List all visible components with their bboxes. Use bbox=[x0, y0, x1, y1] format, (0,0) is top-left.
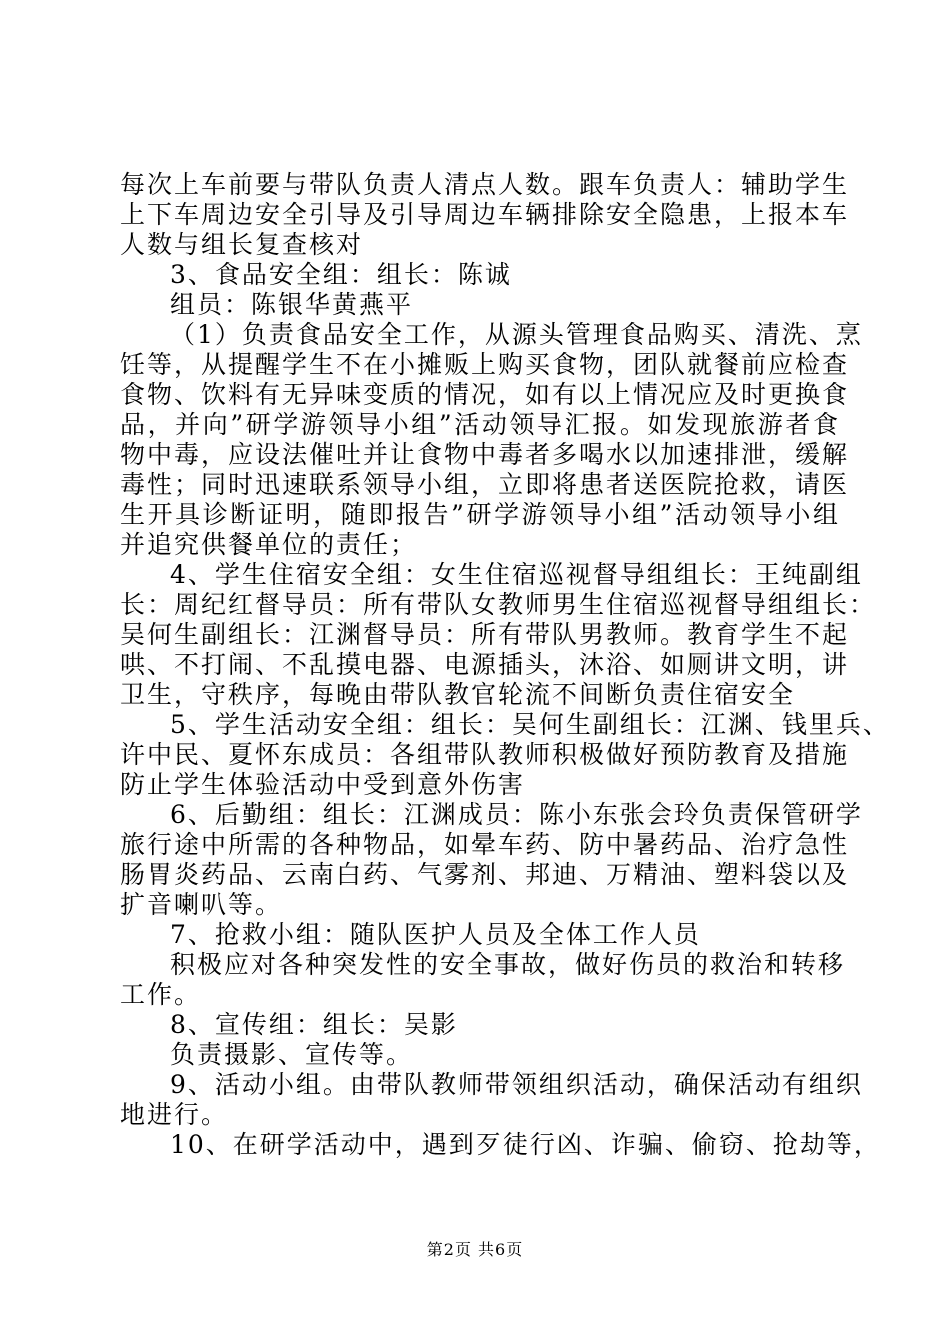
text-line: 防止学生体验活动中受到意外伤害 bbox=[120, 770, 526, 799]
text-line: （1）负责食品安全工作，从源头管理食品购买、清洗、烹 bbox=[170, 320, 863, 349]
text-line: 组员：陈银华黄燕平 bbox=[170, 290, 414, 319]
text-line: 9、活动小组。由带队教师带领组织活动，确保活动有组织 bbox=[170, 1070, 863, 1099]
text-line: 并追究供餐单位的责任； bbox=[120, 530, 418, 559]
text-line: 每次上车前要与带队负责人清点人数。跟车负责人：辅助学生 bbox=[120, 170, 850, 199]
text-line: 长：周纪红督导员：所有带队女教师男生住宿巡视督导组组长： bbox=[120, 590, 877, 619]
document-body bbox=[120, 170, 890, 1160]
text-line: 4、学生住宿安全组：女生住宿巡视督导组组长：王纯副组 bbox=[170, 560, 863, 589]
text-line: 许中民、夏怀东成员：各组带队教师积极做好预防教育及措施 bbox=[120, 740, 850, 769]
text-line: 负责摄影、宣传等。 bbox=[170, 1040, 414, 1069]
text-line: 哄、不打闹、不乱摸电器、电源插头，沐浴、如厕讲文明，讲 bbox=[120, 650, 850, 679]
text-line: 10、在研学活动中，遇到歹徒行凶、诈骗、偷窃、抢劫等， bbox=[170, 1130, 881, 1159]
text-line: 3、食品安全组：组长：陈诚 bbox=[170, 260, 512, 289]
text-line: 旅行途中所需的各种物品，如晕车药、防中暑药品、治疗急性 bbox=[120, 830, 850, 859]
text-line: 卫生，守秩序，每晚由带队教官轮流不间断负责住宿安全 bbox=[120, 680, 796, 709]
text-line: 品，并向”研学游领导小组”活动领导汇报。如发现旅游者食 bbox=[120, 410, 840, 439]
text-line: 肠胃炎药品、云南白药、气雾剂、邦迪、万精油、塑料袋以及 bbox=[120, 860, 850, 889]
text-line: 扩音喇叭等。 bbox=[120, 890, 283, 919]
text-line: 工作。 bbox=[120, 980, 202, 1009]
text-line: 6、后勤组：组长：江渊成员：陈小东张会玲负责保管研学 bbox=[170, 800, 863, 829]
text-line: 5、学生活动安全组：组长：吴何生副组长：江渊、钱里兵、 bbox=[170, 710, 890, 739]
text-line: 毒性；同时迅速联系领导小组，立即将患者送医院抢救，请医 bbox=[120, 470, 850, 499]
text-line: 生开具诊断证明，随即报告”研学游领导小组”活动领导小组 bbox=[120, 500, 840, 529]
text-line: 积极应对各种突发性的安全事故，做好伤员的救治和转移 bbox=[170, 950, 846, 979]
text-line: 7、抢救小组：随队医护人员及全体工作人员 bbox=[170, 920, 701, 949]
text-line: 吴何生副组长：江渊督导员：所有带队男教师。教育学生不起 bbox=[120, 620, 850, 649]
text-line: 饪等，从提醒学生不在小摊贩上购买食物，团队就餐前应检查 bbox=[120, 350, 850, 379]
text-line: 上下车周边安全引导及引导周边车辆排除安全隐患，上报本车 bbox=[120, 200, 850, 229]
text-line: 物中毒，应设法催吐并让食物中毒者多喝水以加速排泄，缓解 bbox=[120, 440, 850, 469]
text-line: 地进行。 bbox=[120, 1100, 229, 1129]
text-line: 8、宣传组：组长：吴影 bbox=[170, 1010, 458, 1039]
page-footer: 第2页 共6页 bbox=[426, 1240, 524, 1259]
text-line: 食物、饮料有无异味变质的情况，如有以上情况应及时更换食 bbox=[120, 380, 850, 409]
text-line: 人数与组长复查核对 bbox=[120, 230, 364, 259]
